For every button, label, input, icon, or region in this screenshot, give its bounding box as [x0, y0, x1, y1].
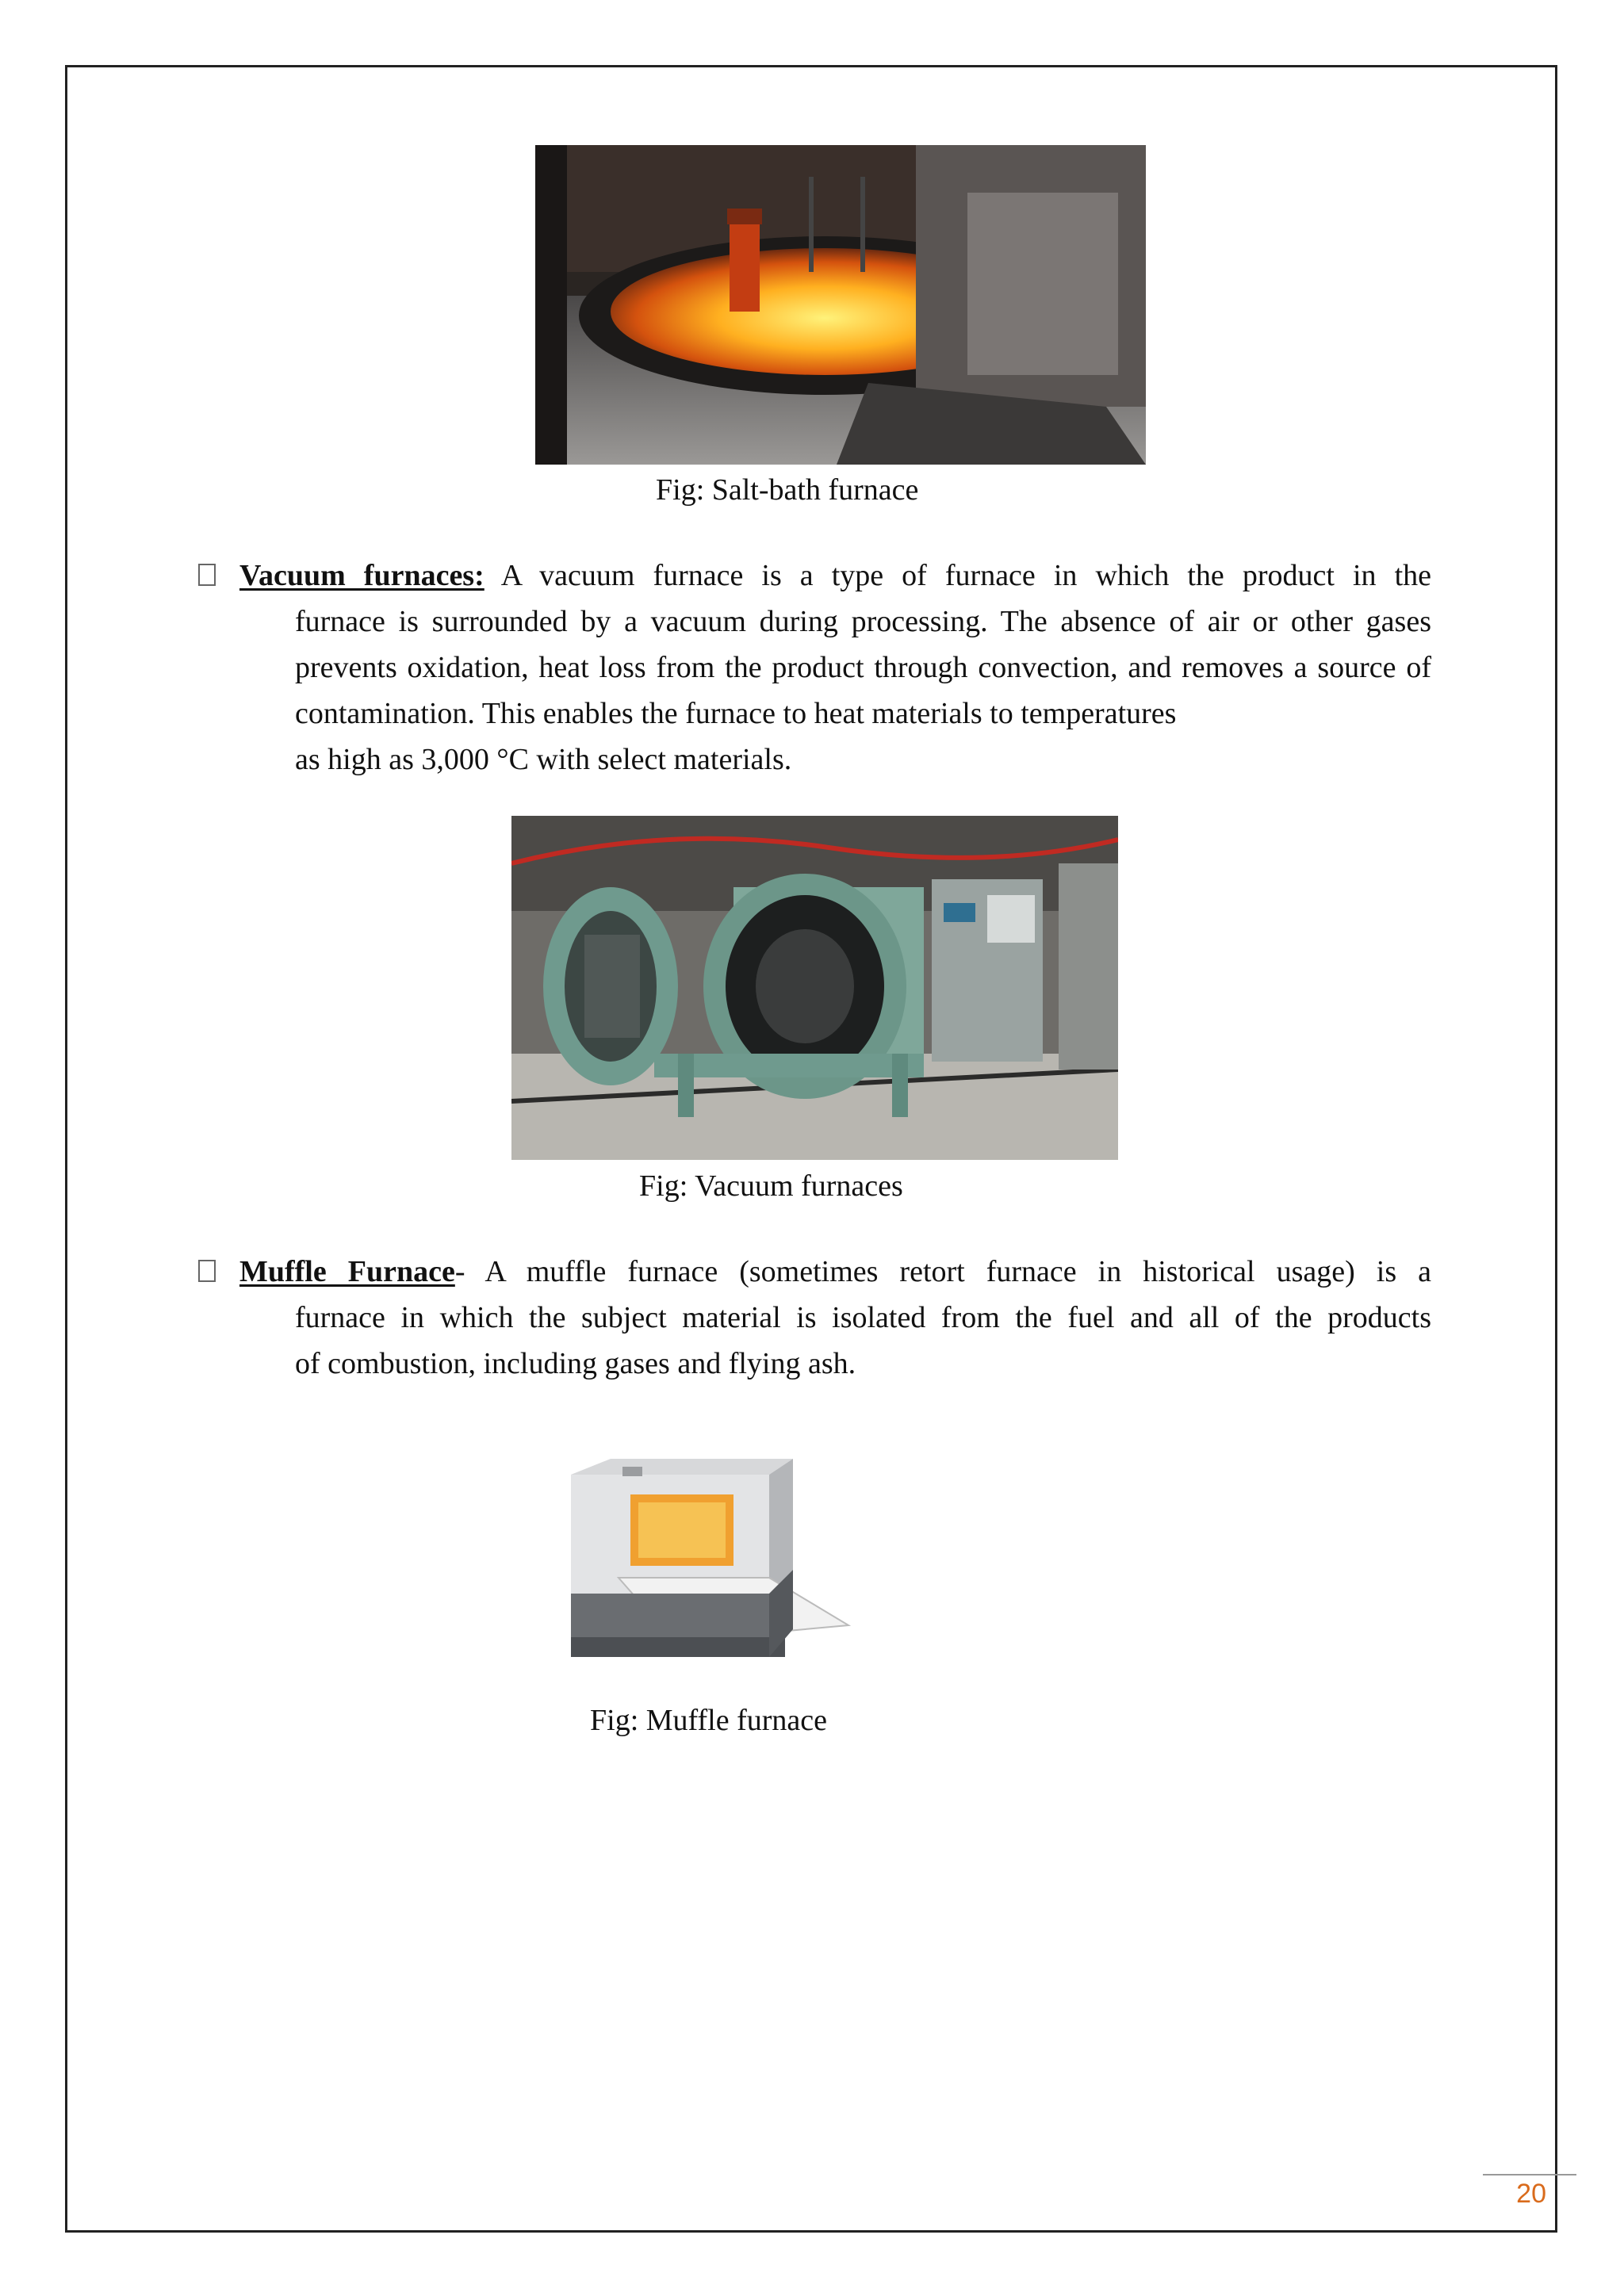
vacuum-line1: A vacuum furnace is a type of furnace in which the product in the: [500, 559, 1431, 592]
muffle-last-line: of combustion, including gases and flying ash.: [295, 1347, 856, 1380]
vacuum-furnaces-paragraph: [202, 553, 1431, 783]
salt-bath-furnace-photo: [535, 145, 1146, 465]
vacuum-last-line: as high as 3,000 °C with select materials.: [295, 743, 792, 776]
muffle-furnace-paragraph: [202, 1249, 1431, 1387]
vacuum-body-text: furnace is surrounded by a vacuum during processing. The absence of air or other gases prevents oxidation, heat loss from the product through convection, and removes a source of contamination. This enables the furnace to heat materials to temperatures: [295, 605, 1431, 730]
muffle-first-line: [202, 1249, 1431, 1295]
muffle-term: Muffle Furnace: [239, 1255, 455, 1288]
muffle-line1: A muffle furnace (sometimes retort furnace in historical usage) is a: [485, 1255, 1431, 1288]
bullet-box-icon: [198, 564, 216, 586]
vacuum-body: [202, 599, 1431, 783]
vacuum-furnace-photo: [511, 816, 1118, 1160]
salt-bath-caption: Fig: Salt-bath furnace: [656, 473, 919, 507]
vacuum-first-line: [202, 553, 1431, 599]
muffle-body-text: furnace in which the subject material is isolated from the fuel and all of the products: [295, 1301, 1431, 1334]
vacuum-caption: Fig: Vacuum furnaces: [639, 1169, 903, 1203]
muffle-sep: -: [454, 1255, 465, 1288]
page-number: 20: [1516, 2179, 1546, 2209]
muffle-caption: Fig: Muffle furnace: [590, 1704, 827, 1737]
muffle-furnace-photo: [563, 1459, 856, 1665]
page-number-rule: [1483, 2174, 1576, 2175]
vacuum-term: Vacuum furnaces:: [239, 559, 485, 592]
bullet-box-icon: [198, 1260, 216, 1282]
muffle-body: [202, 1295, 1431, 1387]
